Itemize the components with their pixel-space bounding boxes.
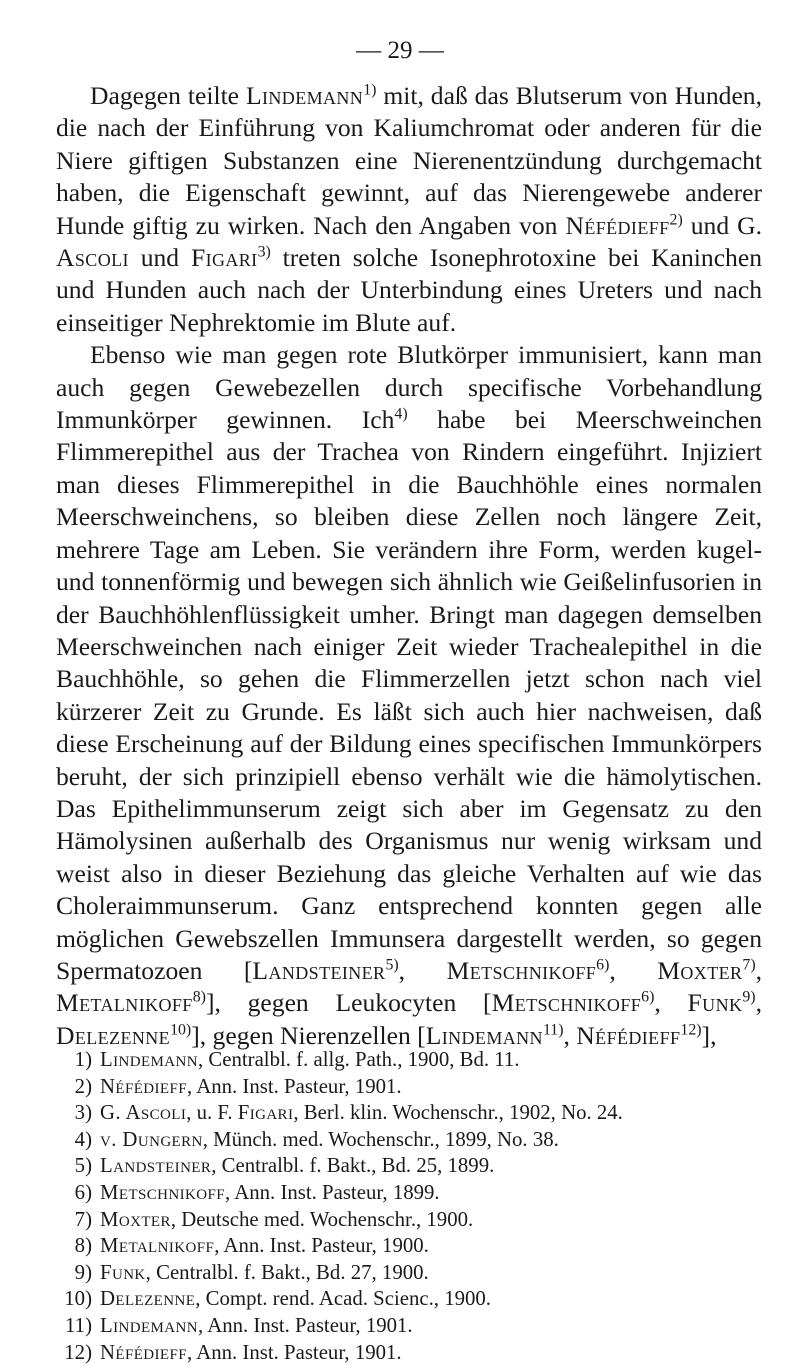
- footnote-marker: 10): [170, 1021, 192, 1039]
- footnote-marker: 3): [257, 243, 271, 261]
- footnote-number: 5): [74, 1154, 92, 1178]
- text-run: Ebenso wie man gegen rote Blutkörper immunisiert, kann man auch gegen Gewebezellen durch specifische Vorbehandlung Immunkörper gewinnen. Ich: [56, 340, 762, 435]
- footnote-number: 12): [64, 1340, 92, 1364]
- footnote-number: 4): [74, 1127, 92, 1151]
- author-name: Lindemann: [425, 1020, 543, 1050]
- footnote-marker: 6): [596, 956, 610, 974]
- text-run: habe bei Meerschweinchen Flimmerepithel aus der Trachea von Rindern eingeführt. Injiziert man dieses Flimmerepithel in die Bauchhöhle eines normalen Meerschweinchens, so bleiben diese Zellen noch längere Zeit, mehrere Tage am Leben. Sie verändern ihre Form, werden kugel- und tonnenförmig und bewegen sich ähnlich wie Geißelinfusorien in der Bauchhöhlenflüssigkeit umher. Bringt man dagegen demselben Meerschweinchen nach einiger Zeit wieder Trachealepithel in die Bauchhöhle, so gehen die Flimmerzellen jetzt schon nach viel kürzerer Zeit zu Grunde. Es läßt sich auch hier nachweisen, daß diese Erscheinung auf der Bildung eines specifischen Immunkörpers beruht, der sich prinzipiell ebenso verhält wie die hämolytischen. Das Epithelimmunserum zeigt sich aber im Gegensatz zu den Hämolysinen außerhalb des Organismus nur wenig wirksam und weist also in dieser Beziehung das gleiche Verhalten auf wie das Choleraimmunserum. Ganz entsprechend konnten gegen alle möglichen Gewebszellen Immunsera dargestellt werden, so gegen Spermatozoen [: [56, 405, 762, 985]
- footnote-author: v. Dungern: [100, 1127, 203, 1151]
- footnote-marker: 12): [680, 1021, 702, 1039]
- text-run: Dagegen teilte: [90, 81, 246, 110]
- footnote-text: [100, 1340, 402, 1366]
- footnote: [62, 1260, 762, 1287]
- text-run: und G.: [682, 210, 762, 240]
- footnote-number: 1): [74, 1048, 92, 1071]
- footnote-author: Delezenne: [100, 1287, 196, 1311]
- footnote-number: 2): [74, 1074, 92, 1098]
- footnote-author: Moxter: [100, 1207, 171, 1231]
- footnote-reference: , Ann. Inst. Pasteur, 1901.: [186, 1074, 402, 1098]
- footnote-reference: , Centralbl. f. Bakt., Bd. 27, 1900.: [145, 1260, 429, 1284]
- footnote-reference: , Ann. Inst. Pasteur, 1901.: [197, 1313, 413, 1337]
- footnote-text: [100, 1180, 440, 1207]
- page-number: — 29 —: [356, 37, 444, 64]
- footnote: [62, 1207, 762, 1234]
- footnote: [62, 1074, 762, 1101]
- footnote-number: 11): [65, 1313, 92, 1337]
- footnote-reference: , Deutsche med. Wochenschr., 1900.: [170, 1207, 474, 1231]
- footnote-reference: , Ann. Inst. Pasteur, 1899.: [224, 1180, 440, 1204]
- footnote: [62, 1047, 762, 1074]
- footnote-author: Néfédieff: [100, 1340, 187, 1364]
- footnote-text: [100, 1207, 473, 1234]
- footnote-number: 6): [74, 1180, 92, 1204]
- footnote-reference: , u. F.: [186, 1101, 238, 1125]
- paragraph: [56, 339, 762, 1052]
- footnote-text: [100, 1313, 413, 1340]
- footnote-marker: 4): [394, 405, 408, 423]
- author-name: Lindemann: [245, 81, 364, 110]
- footnote: [62, 1180, 762, 1207]
- text-run: treten solche Isonephrotoxine bei Kaninchen und Hunden auch nach der Unterbindung eines Ureters und nach einseitiger Nephrektomie im Blute auf.: [56, 243, 763, 337]
- footnote-reference: , Berl. klin. Wochenschr., 1902, No. 24.: [293, 1101, 623, 1125]
- footnote-number: 3): [74, 1101, 92, 1125]
- footnote: [62, 1313, 762, 1340]
- footnote-author: G. Ascoli: [100, 1101, 187, 1125]
- footnote-text: [100, 1100, 623, 1127]
- footnote-text: [100, 1153, 494, 1180]
- footnote-marker: 11): [542, 1021, 564, 1039]
- footnotes-list: [62, 1047, 762, 1366]
- footnote: [62, 1127, 762, 1154]
- footnote-number: 8): [74, 1234, 92, 1258]
- footnote-number: 7): [74, 1207, 92, 1231]
- footnote: [62, 1100, 762, 1127]
- footnote-marker: 2): [669, 211, 683, 229]
- footnote: [62, 1340, 762, 1366]
- text-run: ,: [609, 955, 658, 985]
- author-name: Ascoli: [56, 243, 129, 273]
- footnote-author: Metschnikoff: [100, 1180, 225, 1204]
- footnote-author: Landsteiner: [100, 1154, 212, 1178]
- footnote-text: [100, 1286, 491, 1313]
- text-run: mit, daß das Blutserum von Hunden, die nach der Einführung von Kaliumchromat oder anderen für die Niere giftigen Substanzen eine Nierenentzündung durchgemacht haben, die Eigenschaft gewinnt, auf das Nierengewebe anderer Hunde giftig zu wirken. Nach den Angaben von: [56, 81, 762, 240]
- author-name: Metschnikoff: [446, 955, 597, 985]
- text-run: und: [128, 243, 191, 273]
- footnote-author: Néfédieff: [100, 1074, 187, 1098]
- author-name: Néfédieff: [565, 210, 670, 240]
- text-run: ,: [398, 955, 447, 985]
- author-name: Figari: [190, 243, 258, 273]
- footnote-text: [100, 1074, 402, 1101]
- footnote-author: Funk: [100, 1260, 146, 1284]
- footnote-text: [100, 1233, 429, 1260]
- footnote-reference: , Ann. Inst. Pasteur, 1901.: [186, 1340, 402, 1364]
- footnote-marker: 9): [742, 988, 756, 1006]
- footnote-reference: , Münch. med. Wochenschr., 1899, No. 38.: [202, 1127, 559, 1151]
- footnote-author: Figari: [237, 1101, 294, 1125]
- footnote: [62, 1286, 762, 1313]
- paragraph: [56, 80, 762, 339]
- footnote-text: [100, 1127, 559, 1154]
- footnote-reference: , Centralbl. f. allg. Path., 1900, Bd. 11.: [197, 1048, 520, 1071]
- text-run: ,: [755, 955, 763, 985]
- author-name: Funk: [687, 988, 743, 1018]
- author-name: Delezenne: [56, 1020, 171, 1050]
- footnote-marker: 6): [641, 988, 655, 1006]
- footnote: [62, 1233, 762, 1260]
- footnote-marker: 7): [742, 956, 756, 974]
- footnote-author: Lindemann: [100, 1313, 198, 1337]
- footnote-marker: 5): [385, 956, 399, 974]
- footnote-reference: , Centralbl. f. Bakt., Bd. 25, 1899.: [211, 1154, 495, 1178]
- author-name: Metalnikoff: [56, 988, 193, 1018]
- footnote-number: 10): [64, 1287, 92, 1311]
- footnote-text: [100, 1047, 520, 1074]
- text-run: ,: [563, 1020, 577, 1050]
- footnote-reference: , Ann. Inst. Pasteur, 1900.: [214, 1234, 429, 1258]
- footnote: [62, 1153, 762, 1180]
- footnote-marker: 1): [363, 81, 377, 99]
- footnote-author: Lindemann: [100, 1048, 198, 1071]
- text-run: ], gegen Leukocyten [: [205, 988, 492, 1018]
- footnote-number: 9): [74, 1260, 92, 1284]
- footnote-author: Metalnikoff: [100, 1234, 215, 1258]
- author-name: Néfédieff: [576, 1020, 681, 1050]
- author-name: Metschnikoff: [491, 988, 642, 1018]
- body-text: [56, 80, 762, 1052]
- footnote-text: [100, 1260, 429, 1287]
- footnote-reference: , Compt. rend. Acad. Scienc., 1900.: [195, 1287, 491, 1311]
- text-run: ], gegen Nierenzellen [: [191, 1020, 426, 1050]
- author-name: Landsteiner: [252, 955, 386, 985]
- footnote-marker: 8): [192, 988, 206, 1006]
- text-run: ],: [701, 1020, 717, 1050]
- text-run: ,: [654, 988, 688, 1018]
- text-run: ,: [755, 988, 762, 1018]
- author-name: Moxter: [657, 955, 743, 985]
